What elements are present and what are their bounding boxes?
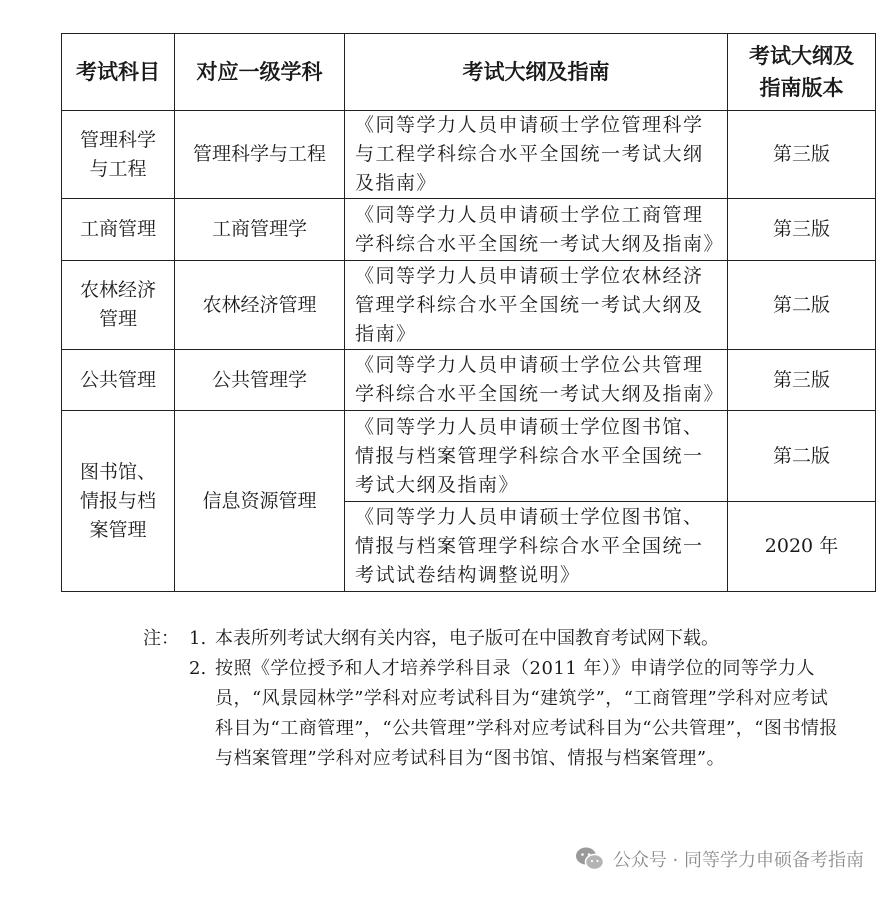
header-subject: 考试科目 bbox=[62, 34, 175, 111]
note-item bbox=[143, 624, 843, 654]
version-cell: 第二版 bbox=[728, 411, 876, 502]
notes-label: 注： bbox=[143, 628, 179, 649]
table-row bbox=[62, 411, 876, 502]
watermark-text: 公众号 · 同等学力申硕备考指南 bbox=[612, 850, 864, 871]
table-row bbox=[62, 111, 876, 199]
table-row bbox=[62, 350, 876, 411]
note-text: 按照《学位授予和人才培养学科目录（2011 年）》申请学位的同等学力人员，“风景园林学”学科对应考试科目为“建筑学”，“工商管理”学科对应考试科目为“工商管理”，“公共管理”学科对应考试科目为“公共管理”，“图书情报与档案管理”学科对应考试科目为“图书馆、情报与档案管理”。 bbox=[215, 658, 838, 769]
header-guide: 考试大纲及指南 bbox=[345, 34, 728, 111]
note-number: 2. bbox=[189, 658, 207, 679]
watermark bbox=[575, 846, 864, 872]
discipline-cell: 公共管理学 bbox=[175, 350, 345, 411]
version-cell: 第二版 bbox=[728, 261, 876, 350]
guide-cell: 《同等学力人员申请硕士学位图书馆、情报与档案管理学科综合水平全国统一考试试卷结构调整说明》 bbox=[345, 502, 728, 592]
version-cell: 2020 年 bbox=[728, 502, 876, 592]
guide-cell: 《同等学力人员申请硕士学位公共管理学科综合水平全国统一考试大纲及指南》 bbox=[345, 350, 728, 411]
header-discipline: 对应一级学科 bbox=[175, 34, 345, 111]
header-version-line1: 考试大纲及 bbox=[749, 44, 854, 68]
discipline-cell: 农林经济管理 bbox=[175, 261, 345, 350]
header-version bbox=[728, 34, 876, 111]
subject-text: 图书馆、情报与档案管理 bbox=[79, 460, 156, 541]
table-row bbox=[62, 199, 876, 261]
guide-cell: 《同等学力人员申请硕士学位管理科学与工程学科综合水平全国统一考试大纲及指南》 bbox=[345, 111, 728, 199]
subject-cell bbox=[62, 261, 175, 350]
note-number: 1. bbox=[189, 628, 207, 649]
guide-cell: 《同等学力人员申请硕士学位图书馆、情报与档案管理学科综合水平全国统一考试大纲及指南》 bbox=[345, 411, 728, 502]
notes-section bbox=[143, 624, 843, 774]
wechat-icon bbox=[575, 846, 605, 872]
subject-cell bbox=[62, 111, 175, 199]
subject-text: 农林经济管理 bbox=[79, 279, 156, 330]
version-cell: 第三版 bbox=[728, 350, 876, 411]
subject-cell: 工商管理 bbox=[62, 199, 175, 261]
version-cell: 第三版 bbox=[728, 199, 876, 261]
subject-text: 管理科学与工程 bbox=[79, 128, 156, 180]
header-version-line2: 指南版本 bbox=[759, 76, 844, 100]
subject-cell bbox=[62, 411, 175, 592]
note-text: 本表所列考试大纲有关内容，电子版可在中国教育考试网下载。 bbox=[215, 628, 719, 649]
guide-cell: 《同等学力人员申请硕士学位农林经济管理学科综合水平全国统一考试大纲及指南》 bbox=[345, 261, 728, 350]
exam-syllabus-table bbox=[61, 33, 876, 592]
guide-cell: 《同等学力人员申请硕士学位工商管理学科综合水平全国统一考试大纲及指南》 bbox=[345, 199, 728, 261]
discipline-cell: 管理科学与工程 bbox=[175, 111, 345, 199]
discipline-cell: 信息资源管理 bbox=[175, 411, 345, 592]
discipline-cell: 工商管理学 bbox=[175, 199, 345, 261]
note-item bbox=[143, 654, 843, 774]
version-cell: 第三版 bbox=[728, 111, 876, 199]
table-row bbox=[62, 261, 876, 350]
subject-cell: 公共管理 bbox=[62, 350, 175, 411]
table-header-row bbox=[62, 34, 876, 111]
